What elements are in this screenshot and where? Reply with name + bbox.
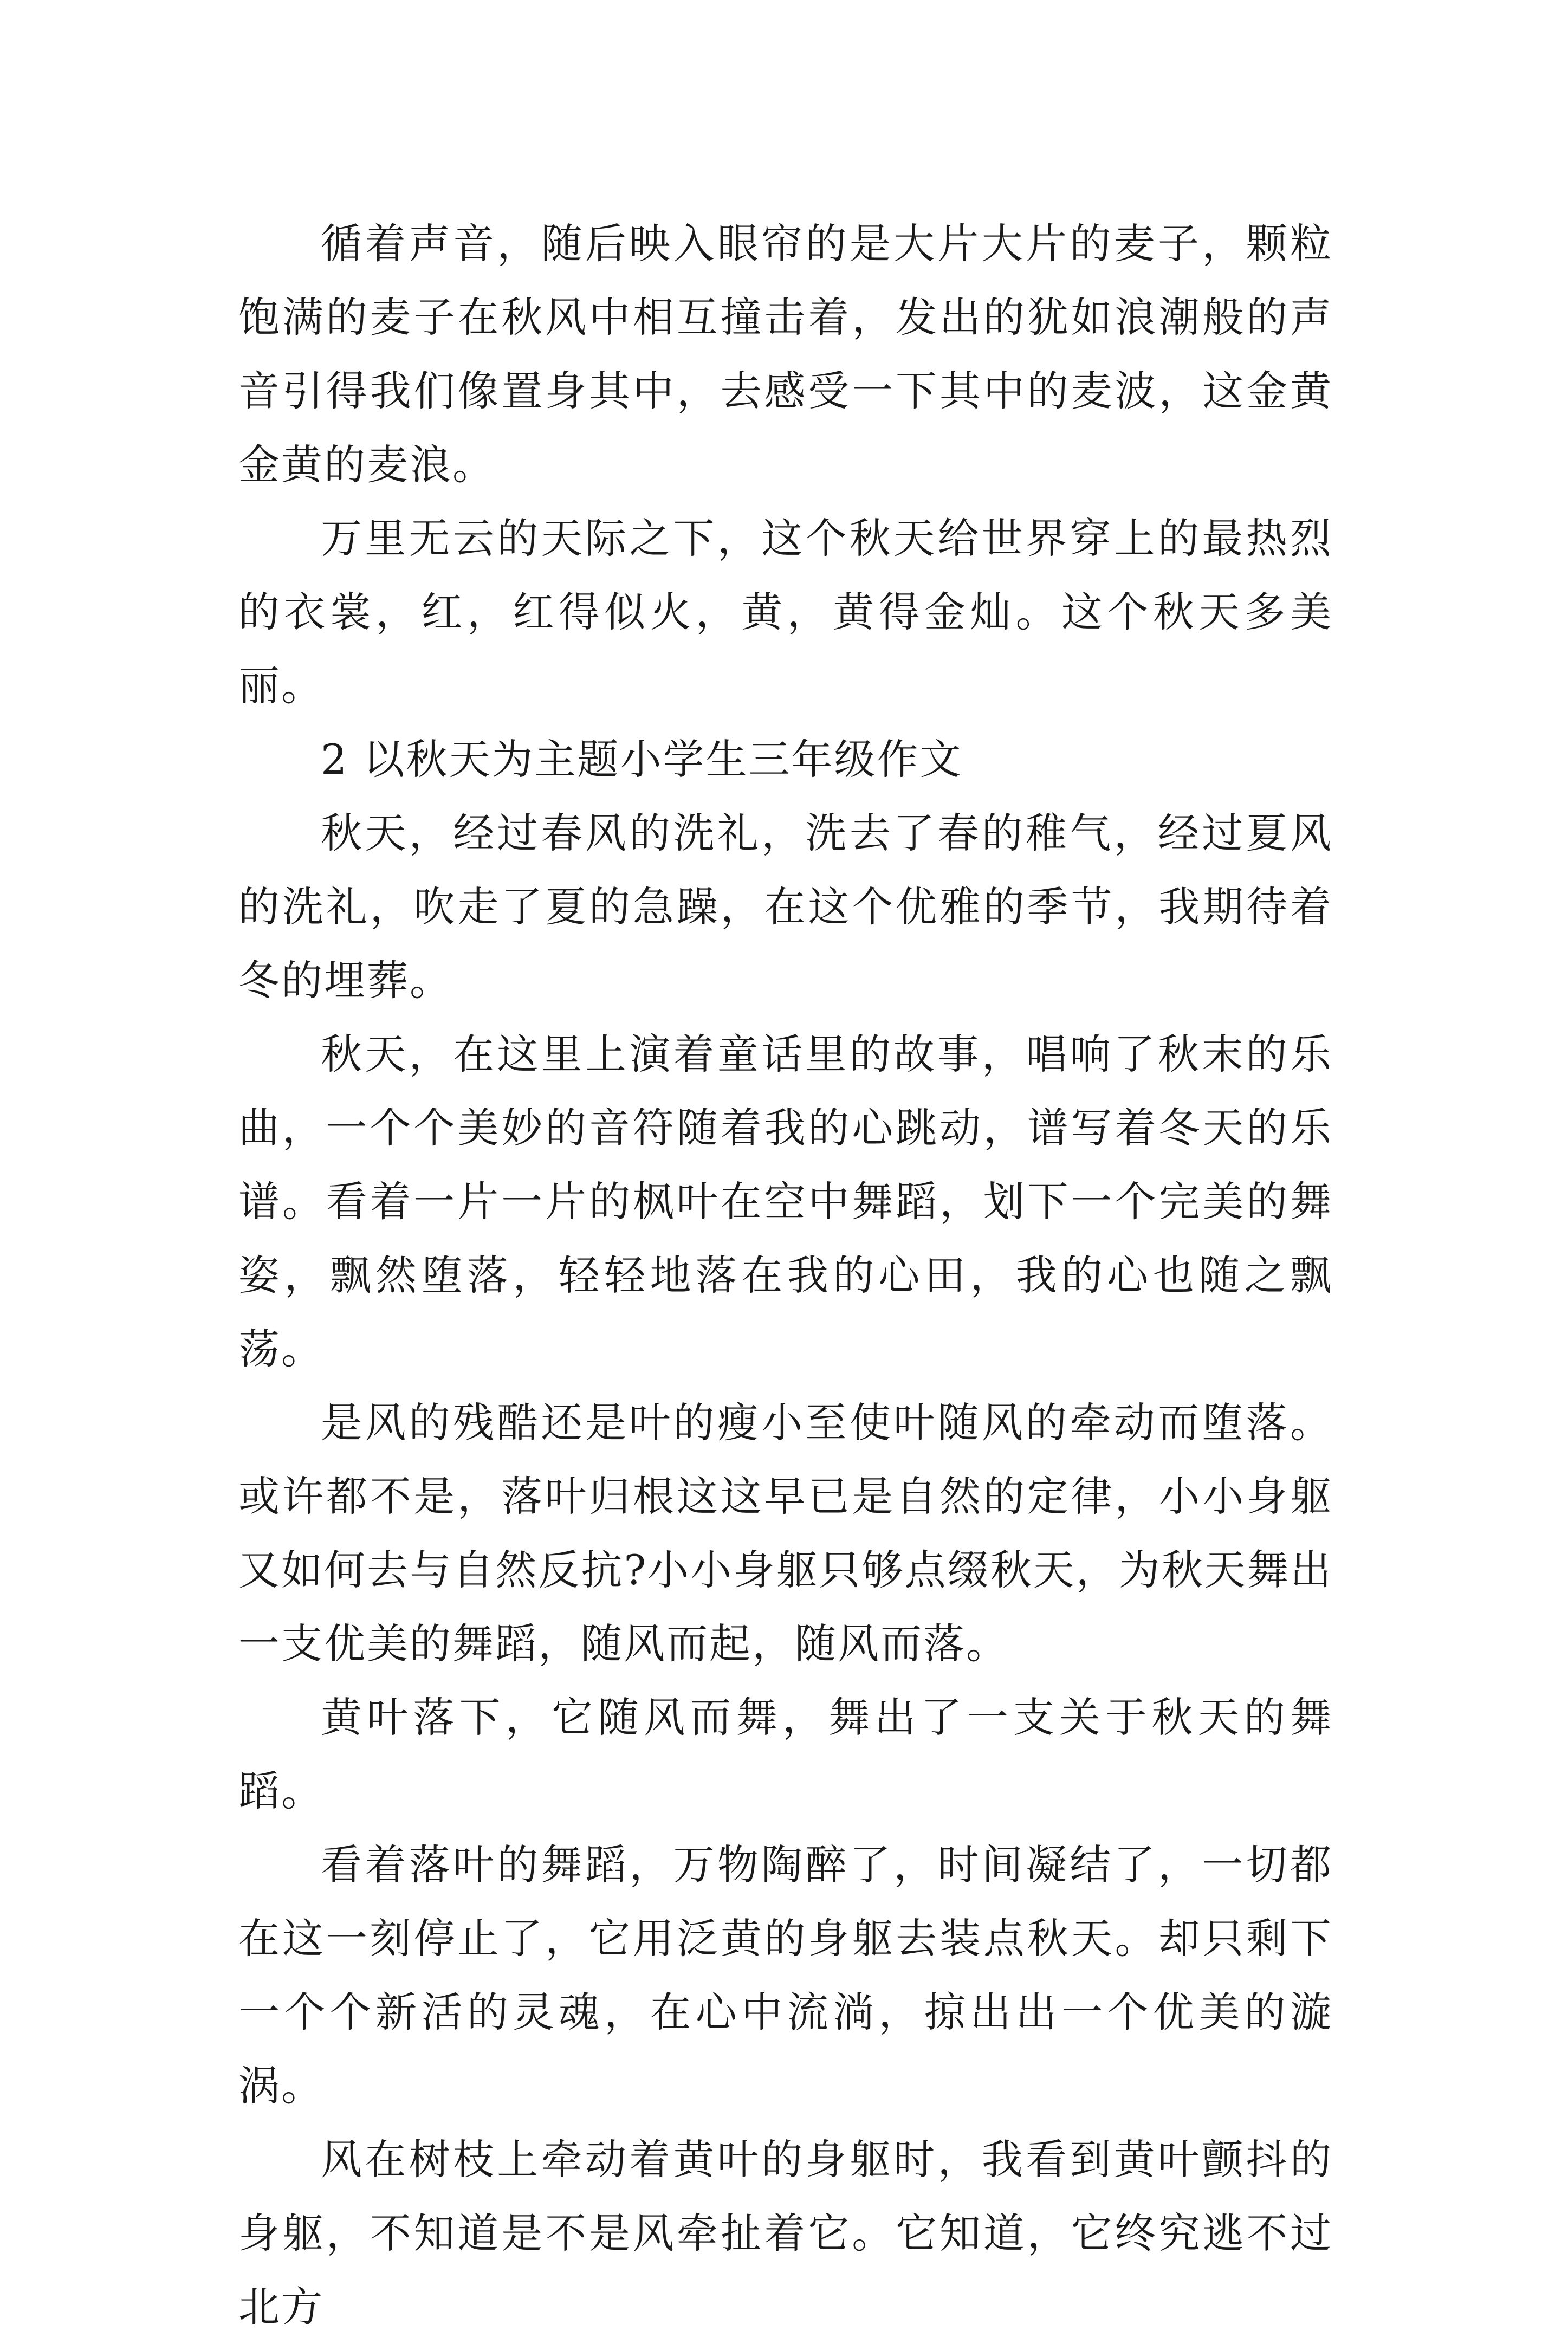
section-heading: 2 以秋天为主题小学生三年级作文 [321, 735, 963, 784]
paragraph-6: 黄叶落下，它随风而舞，舞出了一支关于秋天的舞蹈。 [238, 1693, 1333, 1815]
paragraph-5: 是风的残酷还是叶的瘦小至使叶随风的牵动而堕落。或许都不是，落叶归根这这早已是自然的定律，小小身躯又如何去与自然反抗?小小身躯只够点缀秋天，为秋天舞出一支优美的舞蹈，随风而起，随风而落。 [238, 1398, 1333, 1668]
paragraph-7: 看着落叶的舞蹈，万物陶醉了，时间凝结了，一切都在这一刻停止了，它用泛黄的身躯去装点秋天。却只剩下一个个新活的灵魂，在心中流淌，掠出出一个优美的漩涡。 [238, 1841, 1333, 2110]
paragraph-1: 循着声音，随后映入眼帘的是大片大片的麦子，颗粒饱满的麦子在秋风中相互撞击着，发出的犹如浪潮般的声音引得我们像置身其中，去感受一下其中的麦波，这金黄金黄的麦浪。 [238, 219, 1333, 489]
paragraph-4: 秋天，在这里上演着童话里的故事，唱响了秋末的乐曲，一个个美妙的音符随着我的心跳动，谱写着冬天的乐谱。看着一片一片的枫叶在空中舞蹈，划下一个完美的舞姿，飘然堕落，轻轻地落在我的心田，我的心也随之飘荡。 [238, 1030, 1333, 1373]
paragraph-2: 万里无云的天际之下，这个秋天给世界穿上的最热烈的衣裳，红，红得似火，黄，黄得金灿。这个秋天多美丽。 [238, 514, 1333, 710]
document-body [238, 207, 1333, 2344]
paragraph-8: 风在树枝上牵动着黄叶的身躯时，我看到黄叶颤抖的身躯，不知道是不是风牵扯着它。它知道，它终究逃不过北方 [238, 2135, 1333, 2331]
paragraph-3: 秋天，经过春风的洗礼，洗去了春的稚气，经过夏风的洗礼，吹走了夏的急躁，在这个优雅的季节，我期待着冬的埋葬。 [238, 809, 1333, 1005]
